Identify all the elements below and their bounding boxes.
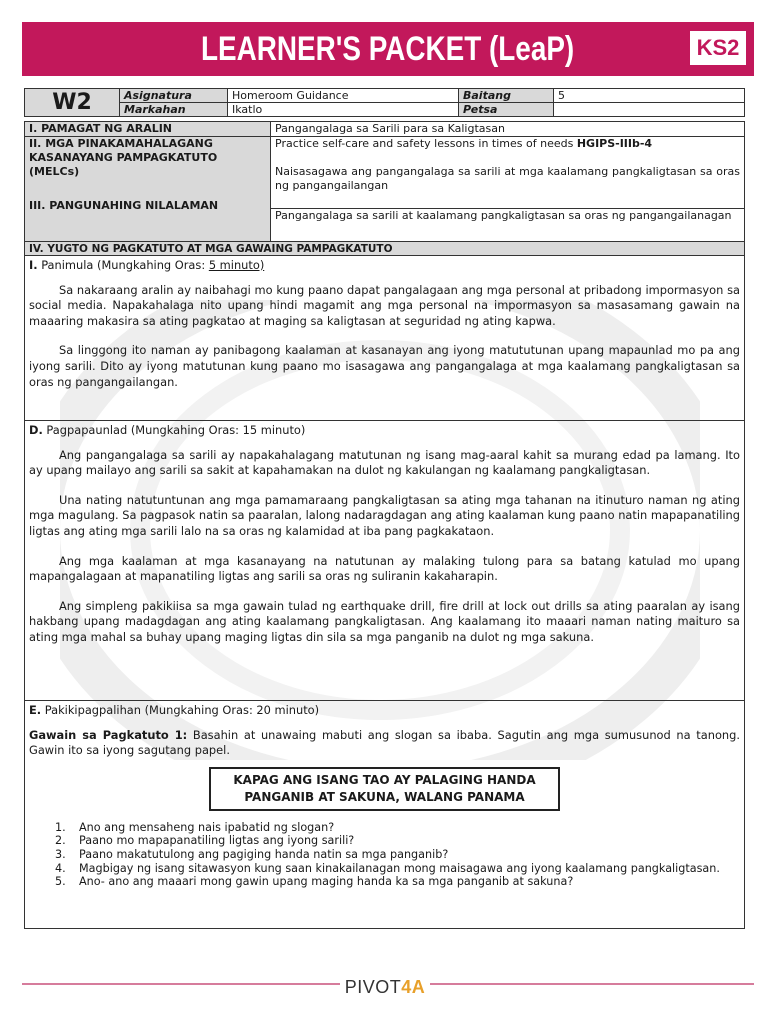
question-number: 5. [55, 875, 66, 889]
baitang-label: Baitang [459, 89, 554, 103]
melcs-label: II. MGA PINAKAMAHALAGANG KASANAYANG PAMPAGKATUTO (MELCs) [29, 137, 218, 178]
melcs-value: Practice self-care and safety lessons in times of needs [275, 137, 574, 150]
pagpapaunlad-title: Pagpapaunlad (Mungkahing Oras: 15 minuto) [46, 423, 306, 437]
question-item [55, 834, 740, 848]
pagpapaunlad-paragraph-2: Una nating natutuntunan ang mga pamamaraang pangkaligtasan sa ating mga tahanan na itinuturo naman ng ating mga magulang. Sa pagpasok natin sa paaralan, lalong nadaragdagan ang ating kaalaman kung paano natin mapapanatiling ligtas ang ating mga sarili lalo na sa oras ng kalamidad at iba pang pagkakataon. [29, 492, 740, 538]
panimula-section [24, 256, 745, 421]
question-text: Ano ang mensaheng nais ipabatid ng slogan? [79, 820, 335, 834]
header-banner [22, 22, 754, 76]
nilalaman-value: Pangangalaga sa sarili at kaalamang pangkaligtasan sa oras ng pangangailanagan [271, 209, 745, 243]
panimula-heading [29, 258, 740, 274]
question-list [55, 821, 740, 889]
question-text: Paano mo mapapanatiling ligtas ang iyong sarili? [79, 834, 355, 848]
week-label: W2 [25, 89, 120, 117]
question-item [55, 821, 740, 835]
logo-accent: 4A [401, 976, 426, 997]
melcs-value2: Naisasagawa ang pangangalaga sa sarili at mga kaalamang pangkaligtasan sa oras ng pangangailangan [275, 165, 740, 192]
pagpapaunlad-paragraph-3: Ang mga kaalaman at mga kasanayang na natutunan ay malaking tulong para sa batang katulad mo upang mapangalagaan at mapanatiling ligtas ang sarili sa oras ng suliranin kakaharapin. [29, 553, 740, 584]
question-number: 4. [55, 861, 66, 875]
slogan-line-1: KAPAG ANG ISANG TAO AY PALAGING HANDA [233, 772, 536, 787]
pakikipagpalihan-section [24, 701, 745, 929]
pagpapaunlad-section [24, 421, 745, 701]
question-text: Ano- ano ang maaari mong gawin upang maging handa ka sa mga panganib at sakuna? [79, 875, 574, 889]
question-text: Magbigay ng isang sitawasyon kung saan kinakailanagan mong maisagawa ang iyong kaalamang pangkaligtasan. [79, 861, 720, 875]
panimula-title: Panimula (Mungkahing Oras: [41, 258, 206, 272]
asignatura-label: Asignatura [120, 89, 228, 103]
pakikipagpalihan-title: Pakikipagpalihan (Mungkahing Oras: 20 minuto) [44, 703, 320, 717]
panimula-time: 5 minuto) [208, 258, 265, 272]
pakikipagpalihan-heading [29, 703, 740, 719]
asignatura-value: Homeroom Guidance [228, 89, 459, 103]
markahan-label: Markahan [120, 103, 228, 117]
lesson-info [24, 121, 745, 243]
baitang-value: 5 [554, 89, 745, 103]
panimula-letter: I. [29, 258, 38, 272]
slogan-box [209, 767, 560, 811]
panimula-paragraph-1: Sa nakaraang aralin ay naibahagi mo kung paano dapat pangalagaan ang mga personal at pribadong impormasyon sa social media. Napakahalaga nito upang hindi magamit ang mga personal na impormasyon sa masasamang gawain na maaaring makasira sa ating pagkatao at maging sa kaligtasan at seguridad ng ating kapwa. [29, 282, 740, 328]
learning-stages [24, 241, 745, 929]
pagpapaunlad-heading [29, 423, 740, 439]
pagpapaunlad-paragraph-1: Ang pangangalaga sa sarili ay napakahalagang matutunan ng isang mag-aaral kahit sa murang edad pa lamang. Ito ay upang mailayo ang sarili sa sakit at kapahamakan na dulot ng kakulangan ng kaalamang pangkaligtasan. [29, 447, 740, 478]
question-item [55, 862, 740, 876]
gawain-instructions [29, 728, 740, 759]
pamagat-label: I. PAMAGAT NG ARALIN [25, 122, 271, 137]
nilalaman-label: III. PANGUNAHING NILALAMAN [29, 199, 219, 212]
question-text: Paano makatutulong ang pagiging handa natin sa mga panganib? [79, 847, 449, 861]
pagpapaunlad-letter: D. [29, 423, 43, 437]
gawain-label: Gawain sa Pagkatuto 1: [29, 727, 188, 742]
pivot-logo [340, 975, 430, 999]
melcs-value-cell [271, 137, 745, 209]
panimula-paragraph-2: Sa linggong ito naman ay panibagong kaalaman at kasanayan ang iyong matututunan upang mapaunlad mo pa ang iyong sarili. Dito ay iyong matutunan kung paano mo isasagawa ang pangangalaga at mga kaalamang pangkaligtasan sa oras ng pangangailangan. [29, 343, 740, 389]
melcs-block [25, 137, 271, 243]
logo-main: PIVOT [344, 976, 402, 997]
gawain-text: Basahin at unawaing mabuti ang slogan sa ibaba. Sagutin ang mga sumusunod na tanong. Gawin ito sa iyong sagutang papel. [29, 727, 740, 758]
banner-title: LEARNER'S PACKET (LeaP) [201, 29, 575, 68]
question-number: 2. [55, 834, 66, 848]
pagpapaunlad-paragraph-4: Ang simpleng pakikiisa sa mga gawain tulad ng earthquake drill, fire drill at lock out drills sa ating paaralan ay isang hakbang upang madagdagan ang ating kaalamang pangkaligtasan. Ang kaalamang ito maaari naman nating maituro sa ating mga mahal sa buhay upang maging ligtas din sila sa mga panganib na dulot ng mga sakuna. [29, 598, 740, 644]
question-item [55, 848, 740, 862]
pamagat-value: Pangangalaga sa Sarili para sa Kaligtasan [271, 122, 745, 137]
question-number: 3. [55, 847, 66, 861]
melcs-code: HGIPS-IIIb-4 [576, 137, 653, 150]
markahan-value: Ikatlo [228, 103, 459, 117]
ks2-badge: KS2 [690, 31, 746, 65]
petsa-value [554, 103, 745, 117]
petsa-label: Petsa [459, 103, 554, 117]
lesson-header [24, 88, 745, 117]
pakikipagpalihan-letter: E. [29, 703, 42, 717]
question-item [55, 875, 740, 889]
slogan-line-2: PANGANIB AT SAKUNA, WALANG PANAMA [244, 789, 525, 804]
section-title: IV. YUGTO NG PAGKATUTO AT MGA GAWAING PAMPAGKATUTO [24, 241, 745, 256]
question-number: 1. [55, 820, 66, 834]
